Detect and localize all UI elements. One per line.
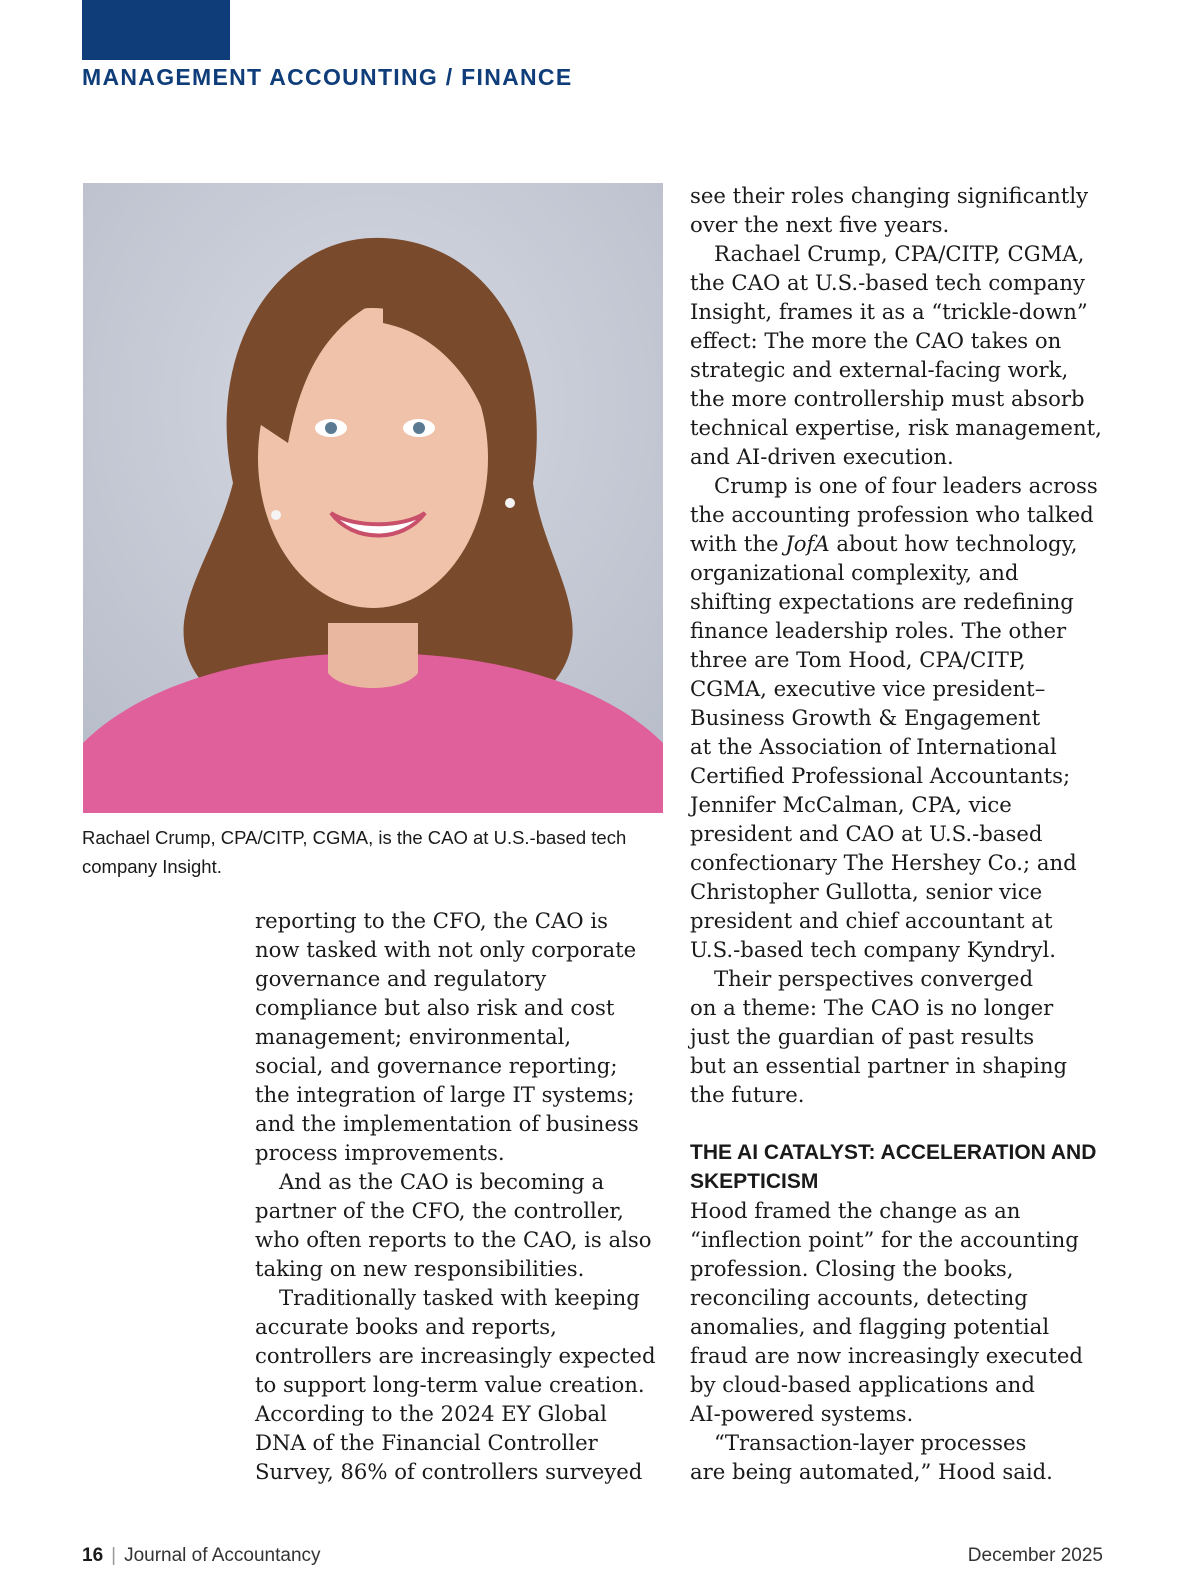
text-line: who often reports to the CAO, is also [255,1227,652,1252]
photo-caption: Rachael Crump, CPA/CITP, CGMA, is the CAO at U.S.-based tech company Insight. [82,827,627,877]
text-line: and AI-driven execution. [690,444,954,469]
text-line: the future. [690,1082,805,1107]
text-line: reporting to the CFO, the CAO is [255,908,608,933]
text-line: three are Tom Hood, CPA/CITP, [690,647,1026,672]
text-line: Crump is one of four leaders across [714,473,1098,498]
text-line: technical expertise, risk management, [690,415,1102,440]
text-line: governance and regulatory [255,966,547,991]
text-line: president and chief accountant at [690,908,1053,933]
text-line: Traditionally tasked with keeping [279,1285,640,1310]
text-line: anomalies, and flagging potential [690,1314,1050,1339]
text-line: finance leadership roles. The other [690,618,1067,643]
spacer [690,1109,1102,1138]
text-line: shifting expectations are redefining [690,589,1074,614]
text-line: profession. Closing the books, [690,1256,1014,1281]
text-line: process improvements. [255,1140,505,1165]
text-line: “inflection point” for the accounting [690,1227,1079,1252]
text-line: president and CAO at U.S.-based [690,821,1043,846]
portrait-photo [83,183,663,813]
text-line: see their roles changing significantly [690,183,1089,208]
text-line: “Transaction-layer processes [714,1430,1027,1455]
text-line: the integration of large IT systems; [255,1082,635,1107]
text-line: Insight, frames it as a “trickle-down” [690,299,1088,324]
right-text-column [690,181,1102,1486]
text-line: over the next five years. [690,212,950,237]
text-line: on a theme: The CAO is no longer [690,995,1054,1020]
text-line: Business Growth & Engagement [690,705,1041,730]
text-line: just the guardian of past results [690,1024,1035,1049]
text-line: by cloud-based applications and [690,1372,1035,1397]
text-line: compliance but also risk and cost [255,995,615,1020]
issue-date: December 2025 [967,1545,1103,1566]
text-line: organizational complexity, and [690,560,1019,585]
text-line: DNA of the Financial Controller [255,1430,598,1455]
text-line: and the implementation of business [255,1111,639,1136]
text-line: partner of the CFO, the controller, [255,1198,624,1223]
text-line: accurate books and reports, [255,1314,557,1339]
text-line: CGMA, executive vice president– [690,676,1046,701]
text-line [690,529,1102,558]
portrait-illustration [83,183,663,813]
text-line: at the Association of International [690,734,1057,759]
text-line: Certified Professional Accountants; [690,763,1071,788]
text-line: Christopher Gullotta, senior vice [690,879,1043,904]
text-line: now tasked with not only corporate [255,937,637,962]
text-line: are being automated,” Hood said. [690,1459,1053,1484]
page-number: 16 [82,1545,104,1566]
section-label: MANAGEMENT ACCOUNTING / FINANCE [82,64,573,90]
text-line: U.S.-based tech company Kyndryl. [690,937,1057,962]
text-line: taking on new responsibilities. [255,1256,585,1281]
text-line: controllers are increasingly expected [255,1343,656,1368]
text-line: the accounting profession who talked [690,502,1094,527]
text-line: AI-powered systems. [690,1401,914,1426]
text-line: the CAO at U.S.-based tech company [690,270,1085,295]
text-fragment: about how technology, [829,531,1078,556]
footer-separator: | [111,1545,117,1566]
text-line: reconciling accounts, detecting [690,1285,1028,1310]
text-line: Hood framed the change as an [690,1198,1021,1223]
text-line: to support long-term value creation. [255,1372,645,1397]
footer-left [82,1545,321,1567]
subheading: THE AI CATALYST: ACCELERATION AND [690,1141,1097,1164]
text-line: social, and governance reporting; [255,1053,618,1078]
text-line: effect: The more the CAO takes on [690,328,1062,353]
text-line: the more controllership must absorb [690,386,1085,411]
text-line: Their perspectives converged [714,966,1034,991]
left-text-column [255,906,656,1486]
text-fragment: with the [690,531,779,556]
text-line: strategic and external-facing work, [690,357,1069,382]
section-tab-bar [82,0,230,60]
journal-name: Journal of Accountancy [124,1545,321,1566]
text-line: Jennifer McCalman, CPA, vice [690,792,1012,817]
text-line: According to the 2024 EY Global [255,1401,607,1426]
text-line: Rachael Crump, CPA/CITP, CGMA, [714,241,1085,266]
subheading: SKEPTICISM [690,1170,819,1193]
text-line: confectionary The Hershey Co.; and [690,850,1077,875]
text-line: management; environmental, [255,1024,572,1049]
text-line: Survey, 86% of controllers surveyed [255,1459,643,1484]
publication-name: JofA [785,531,830,556]
text-line: fraud are now increasingly executed [690,1343,1083,1368]
text-line: And as the CAO is becoming a [279,1169,605,1194]
text-line: but an essential partner in shaping [690,1053,1068,1078]
